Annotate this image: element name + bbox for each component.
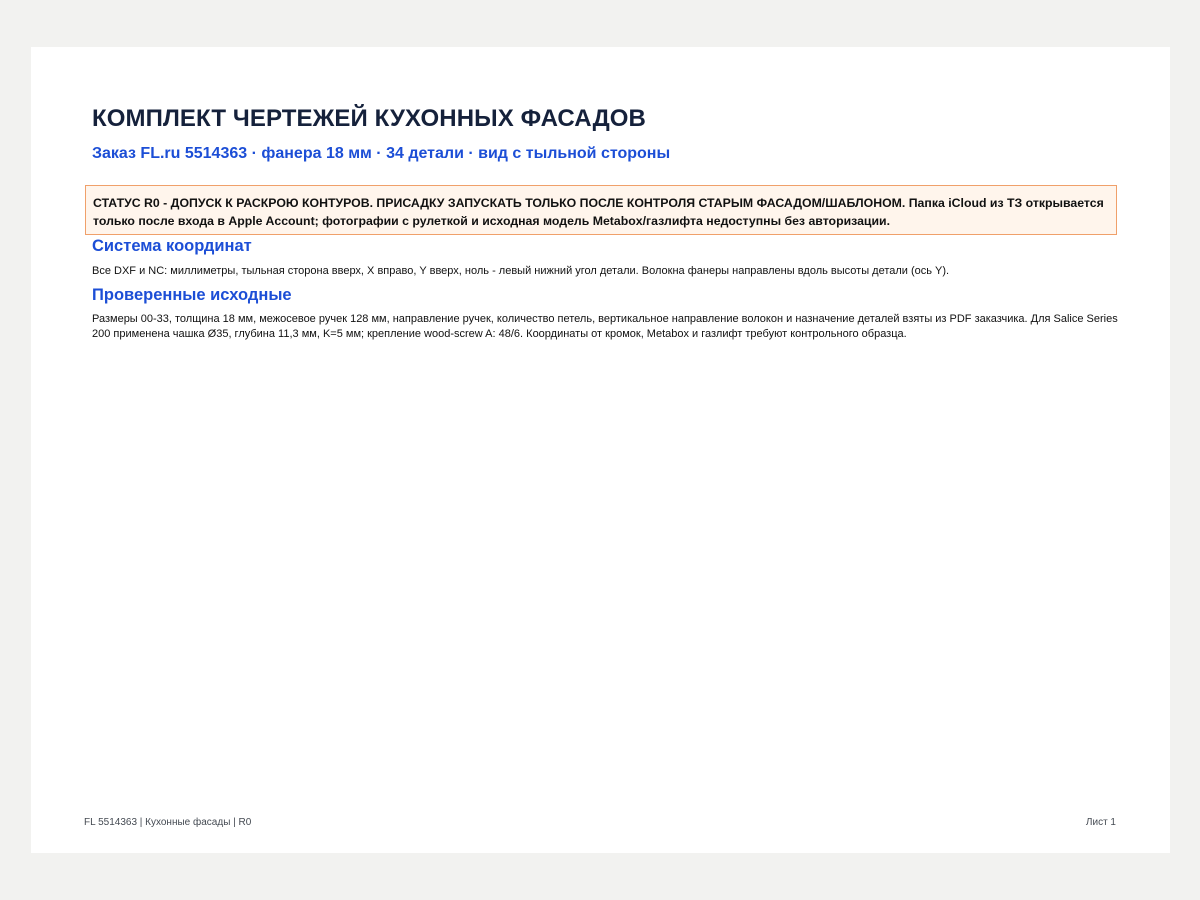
document-title: КОМПЛЕКТ ЧЕРТЕЖЕЙ КУХОННЫХ ФАСАДОВ (92, 105, 646, 132)
section-text-coordinates: Все DXF и NC: миллиметры, тыльная сторона вверх, X вправо, Y вверх, ноль - левый нижний угол детали. Волокна фанеры направлены вдоль высоты детали (ось Y). (92, 265, 950, 277)
section-text-verified-inputs: Размеры 00-33, толщина 18 мм, межосевое ручек 128 мм, направление ручек, количество петель, вертикальное направление волокон и назначение деталей взяты из PDF заказчика. Для Salice Series 200 применена чашка Ø35, глубина 11,3 мм, K=5 мм; крепление wood-screw A: 48/6. Координаты от кромок, Metabox и газлифт требуют контрольного образца. (92, 313, 1118, 340)
status-notice: СТАТУС R0 - ДОПУСК К РАСКРОЮ КОНТУРОВ. ПРИСАДКУ ЗАПУСКАТЬ ТОЛЬКО ПОСЛЕ КОНТРОЛЯ СТАРЫМ ФАСАДОМ/ШАБЛОНОМ. Папка iCloud из ТЗ открывается только после входа в Apple Account; фотографии с рулеткой и исходная модель Metabox/газлифта недоступны без авторизации. (85, 185, 1117, 235)
document-subtitle: Заказ FL.ru 5514363 · фанера 18 мм · 34 детали · вид с тыльной стороны (92, 145, 671, 162)
document-sheet (31, 47, 1170, 853)
footer-document-info: FL 5514363 | Кухонные фасады | R0 (84, 817, 252, 828)
section-heading-coordinates: Система координат (92, 237, 252, 255)
section-heading-verified-inputs: Проверенные исходные (92, 286, 292, 304)
footer-page-number: Лист 1 (1085, 817, 1116, 828)
